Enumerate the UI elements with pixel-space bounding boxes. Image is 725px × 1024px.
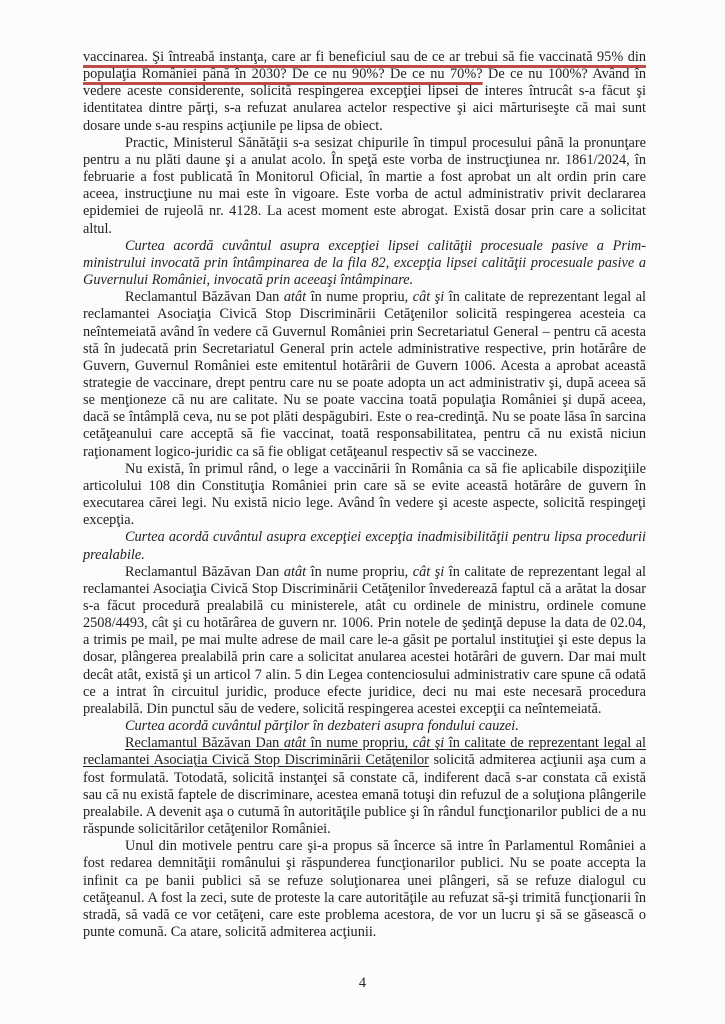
text-segment: în nume propriu, (306, 563, 413, 580)
text-segment: în calitate de reprezentant legal al reclamantei Asociaţia Civică Stop Discriminării Cetăţenilor solicită respingerea acesteia ca neîntemeiată având în vedere că Guvernul României prin Secretariatul General – pentru că acesta stă în judecată prin Secretariatul General prin actele administrative respective, prin hotărâre de Guvern, Guvernul României este emitentul hotărârii de Guvern 1006. Acesta a aprobat această strategie de vaccinare, drept pentru care nu se poate adopta un act administrativ şi, după aceea să se menţioneze că nu are calitate. Nu se poate vaccina toată populaţia României şi după aceea, dacă se întâmplă ceva, nu se pot plăti despăgubiri. Este o rea-credinţă. Nu se poate lăsa în sarcina cetăţeanului care acceptă să fie vaccinat, toată responsabilitatea, pentru că nu există niciun raţionament logico-juridic ca să fie obligat cetăţeanul respectiv să se vaccineze. (83, 289, 647, 460)
court-statement-inadmissibility (83, 529, 646, 563)
underlined-segment: în nume propriu, (306, 735, 413, 752)
underlined-italic-segment: atât (283, 735, 307, 752)
text-segment: Reclamantul Băzăvan Dan (125, 289, 284, 306)
italic-segment: Curtea acordă cuvântul părţilor în dezbateri asupra fondului cauzei. (125, 718, 519, 735)
italic-segment: Curtea acordă cuvântul asupra excepţiei excepţia inadmisibilităţii pentru lipsa procedurii prealabile. (83, 529, 646, 563)
paragraph-vaccination-questions (83, 49, 646, 135)
paragraph-claimant-response-capacity (83, 289, 646, 461)
court-statement-merits (83, 718, 646, 735)
text-segment: solicită admiterea acţiunii aşa cum a fost formulată. Totodată, solicită instanţei să constate că, indiferent dacă s-ar constata că există sau că nu există faptele de discriminare, acestea emană totuşi din refuzul de a soluţiona plângerile prealabile. A devenit aşa o cutumă în autorităţile publice şi în rândul funcţionarilor publici de a nu răspunde solicitărilor cetăţenilor României. (83, 752, 646, 838)
underlined-italic-segment: cât şi (412, 735, 445, 752)
text-segment: Nu există, în primul rând, o lege a vaccinării în România ca să fie aplicabile dispoziţiile articolului 108 din Constituţia României prin care să se evite această hotărâre de guvern în executarea cărei legi. Nu există nicio lege. Având în vedere şi aceste aspecte, solicită respingeţi excepţia. (83, 460, 646, 529)
italic-segment: cât şi (412, 563, 445, 580)
italic-segment: Curtea acordă cuvântul asupra excepţiei lipsei calităţii procesuale pasive a Prim-ministrului invocată prin întâmpinarea de la fila 82, excepţia lipsei calităţii procesuale pasive a Guvernului României, invocată prin aceeaşi întâmpinare. (83, 237, 646, 289)
court-statement-exception-capacity (83, 238, 646, 289)
paragraph-ministry-health (83, 135, 646, 238)
paragraph-parliament-motives (83, 838, 646, 941)
text-segment: Unul din motivele pentru care şi-a propus să încerce să intre în Parlamentul României a fost redarea demnităţii românului şi răspunderea funcţionarilor publici. Nu se poate accepta la infinit ca pe banii publici să se refuze soluţionarea unei plângeri, să se refuze dialogul cu cetăţeanul. A fost la zeci, sute de proteste la care autorităţile au refuzat să-şi trimită funcţionarii în stradă, să vadă ce vor cetăţeni, care este problema acestora, de vor un lucru şi să se găsească o punte comună. Ca atare, solicită admiterea acţiunii. (83, 838, 646, 940)
text-segment: în calitate de reprezentant legal al reclamantei Asociaţia Civică Stop Discriminării Cetăţenilor învederează faptul că a arătat la dosar s-a făcut procedură prealabilă cu ministerele, atât cu ordinele de ministru, ordinele comune 2508/4493, cât şi cu hotărârea de guvern nr. 1006. Prin notele de şedinţă depuse la data de 02.04, a trimis pe mail, pe mai multe adrese de mail care le-a găsit pe portalul instituţiei şi este depus la dosar, plângerea prealabilă prin care a solicitat anularea acestei hotărâri de guvern. Dar mai mult decât atât, există şi un articol 7 alin. 5 din Legea contenciosului administrativ care spune că odată ce a intrat în circuitul juridic, produce efecte juridice, deci nu mai este necesară procedura prealabilă. Din punctul său de vedere, solicită respingerea acestei excepţii ca neîntemeiată. (83, 563, 647, 717)
paragraph-no-vaccination-law (83, 461, 646, 530)
text-segment: în nume propriu, (306, 289, 413, 306)
italic-segment: atât (283, 289, 307, 306)
text-segment: Practic, Ministerul Sănătăţii s-a sesizat chipurile în timpul procesului până la pronunţare pentru a nu plăti daune şi a anulat acolo. În speţă este vorba de instrucţiunea nr. 1861/2024, în februarie a fost publicată în Monitorul Oficial, în martie a fost aprobat un alt ordin prin care aceea, instrucţiune nu mai este în vigoare. Este vorba de actul administrativ privit declararea epidemiei de rujeolă nr. 4128. La acest moment este abrogat. Există dosar prin care a solicitat altul. (83, 134, 646, 237)
italic-segment: atât (283, 563, 307, 580)
page-number: 4 (358, 975, 367, 991)
underlined-segment: în calitate de reprezentant legal al reclamantei Asociaţia Civică Stop Discriminării Cetăţenilor (83, 735, 647, 769)
red-underlined-segment: vaccinarea. Şi întreabă instanţa, care ar fi beneficiul sau de ce ar trebui să fie vaccinată 95% din populaţia României până în 2030? De ce nu 90%? De ce nu 70%? (83, 49, 646, 83)
underlined-segment: Reclamantul Băzăvan Dan (125, 735, 284, 752)
paragraph-claimant-merits (83, 735, 646, 838)
text-segment: De ce nu 100%? Având în vedere aceste considerente, solicită respingerea excepţiei lipsei de interes întrucât s-a făcut şi identitatea dintre părţi, s-a refuzat anularea actelor respective şi aici mărturiseşte că mai sunt dosare unde s-au respins acţiunile pe lipsa de obiect. (83, 66, 646, 134)
text-segment: Reclamantul Băzăvan Dan (125, 563, 284, 580)
paragraph-claimant-response-procedure (83, 564, 646, 718)
italic-segment: cât şi (412, 289, 445, 306)
